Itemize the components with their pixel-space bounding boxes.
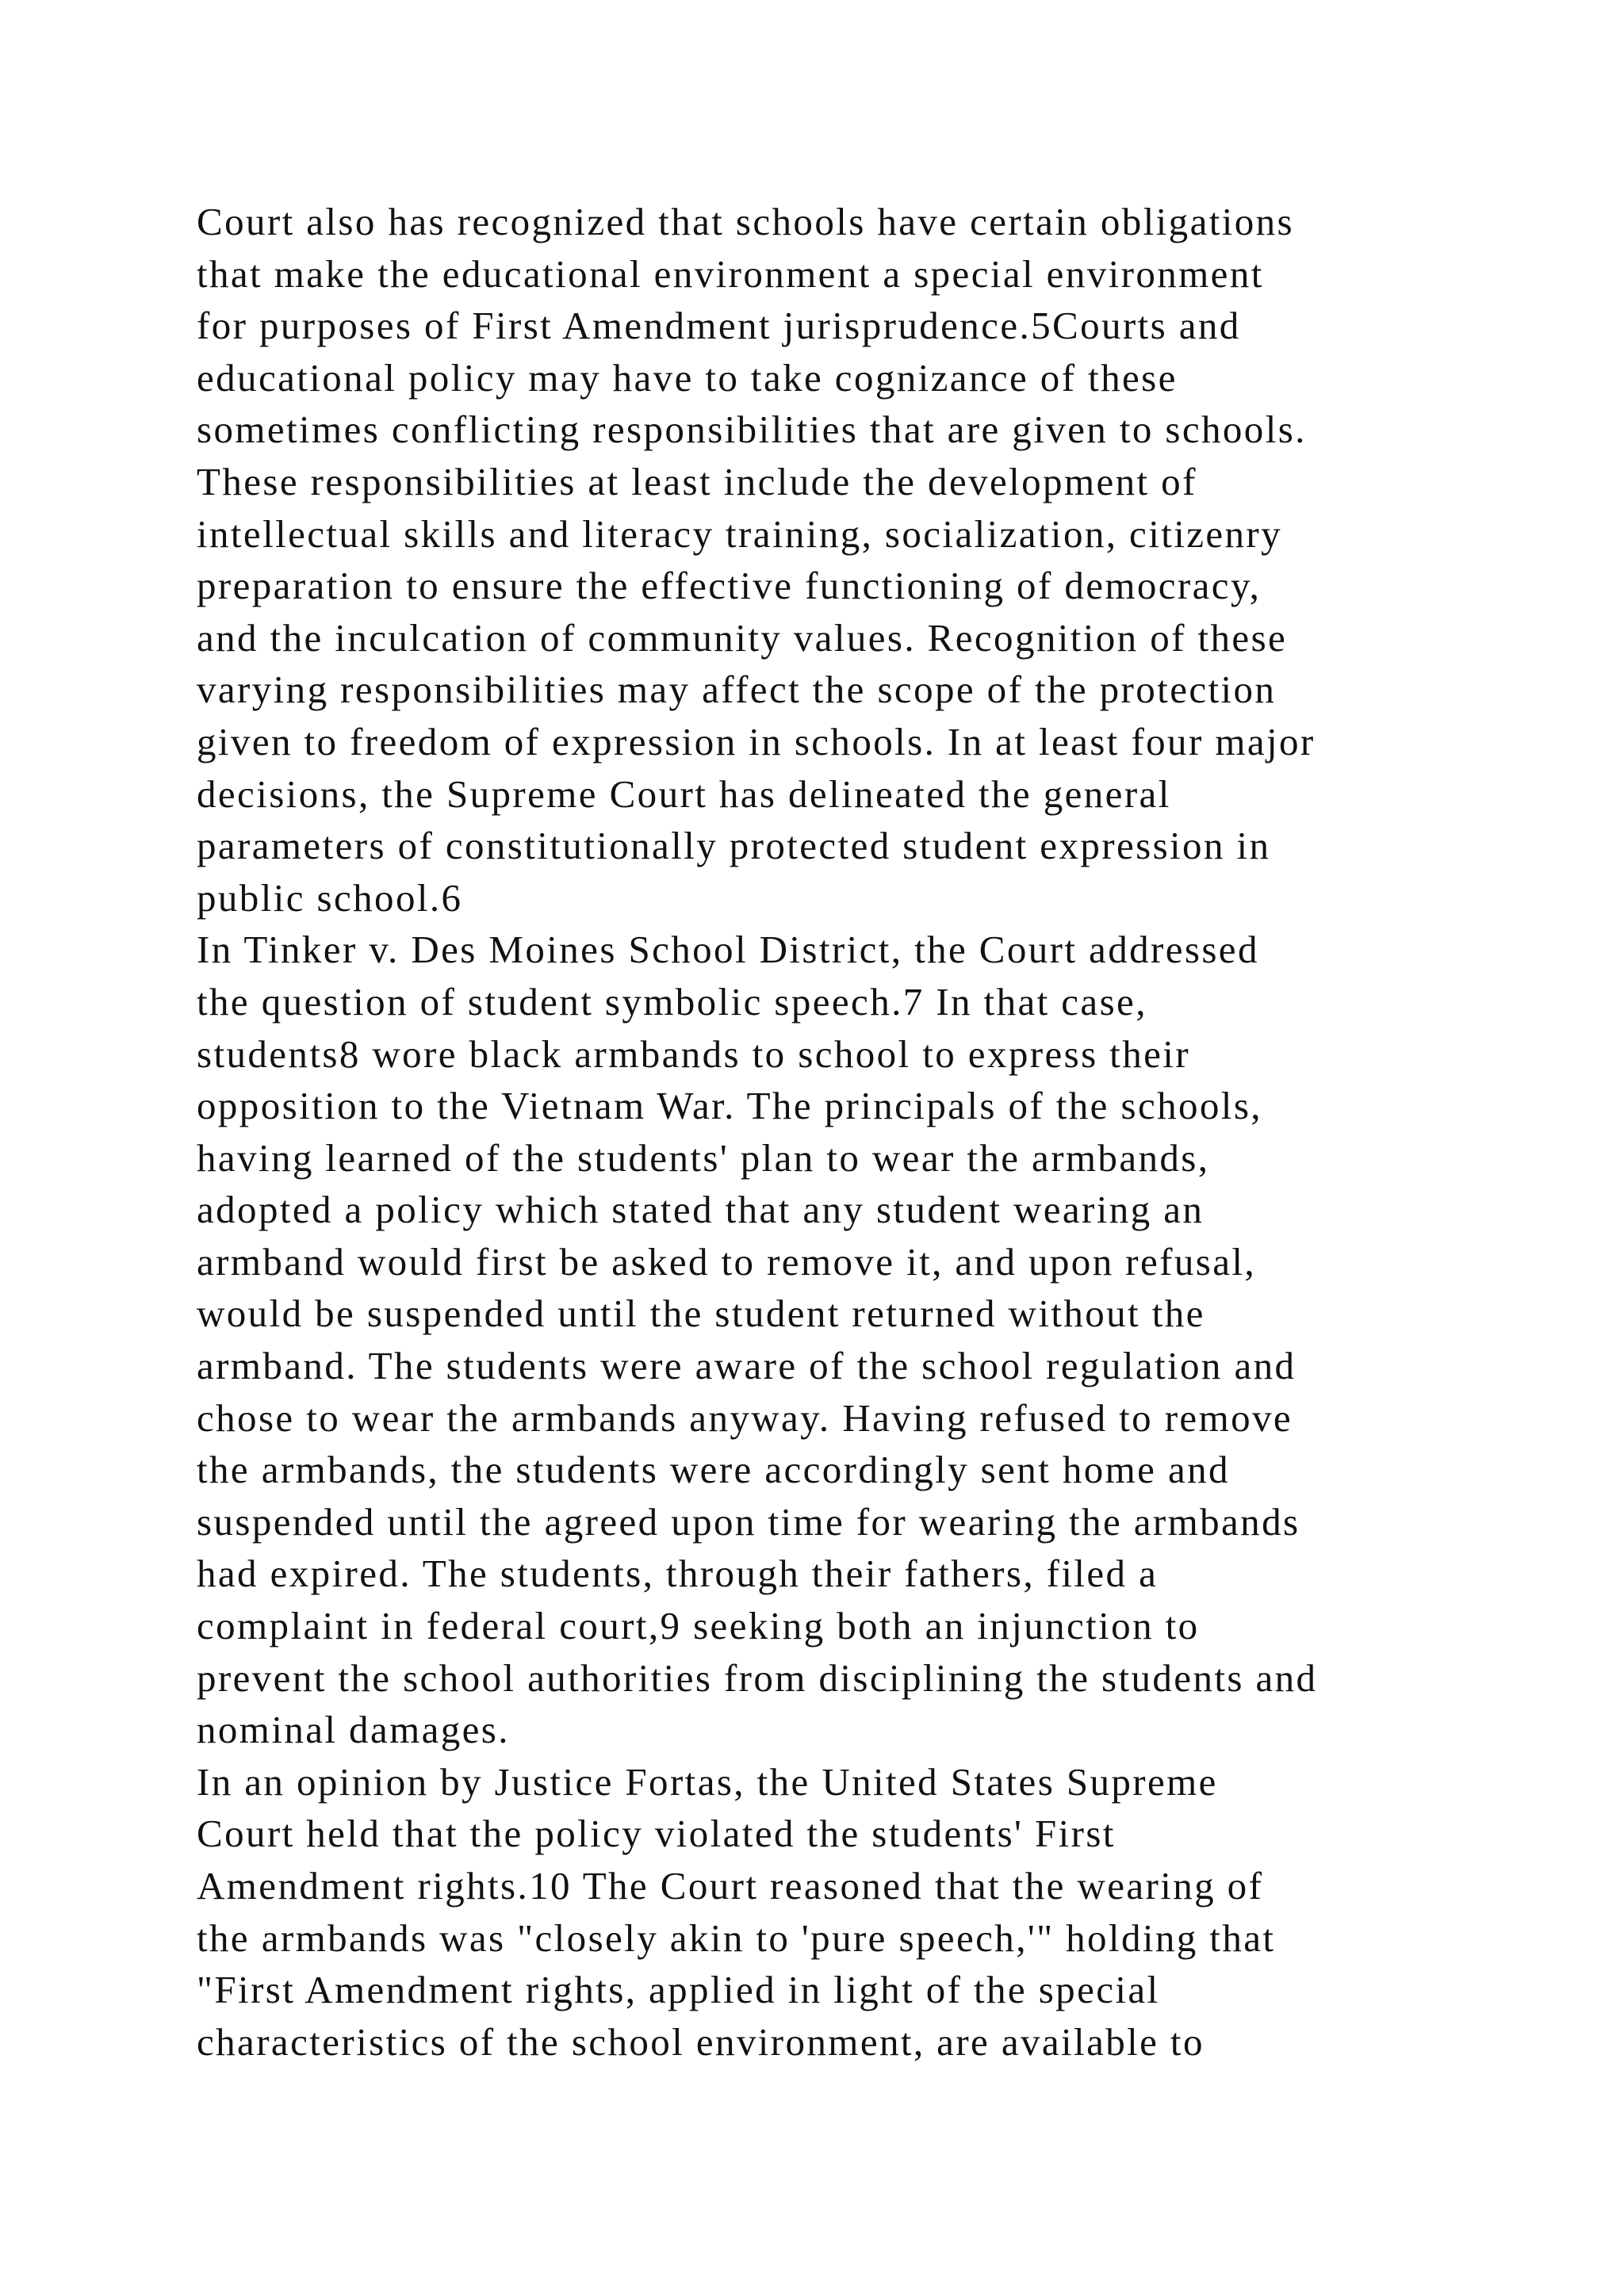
text-line: educational policy may have to take cognizance of these bbox=[197, 355, 1178, 400]
text-line: Court also has recognized that schools have certain obligations bbox=[197, 200, 1295, 243]
text-line: the question of student symbolic speech.7 In that case, bbox=[197, 979, 1147, 1024]
text-line: would be suspended until the student returned without the bbox=[197, 1292, 1205, 1336]
text-line: and the inculcation of community values. Recognition of these bbox=[197, 615, 1288, 660]
text-line: parameters of constitutionally protected student expression in bbox=[197, 824, 1271, 868]
text-line: armband. The students were aware of the school regulation and bbox=[197, 1344, 1297, 1388]
text-line: chose to wear the armbands anyway. Having refused to remove bbox=[197, 1395, 1293, 1440]
text-line: public school.6 bbox=[197, 875, 463, 920]
text-line: the armbands was "closely akin to 'pure speech,'" holding that bbox=[197, 1915, 1276, 1960]
text-line: for purposes of First Amendment jurisprudence.5Courts and bbox=[197, 304, 1241, 348]
text-line: prevent the school authorities from disciplining the students and bbox=[197, 1655, 1318, 1700]
text-line: the armbands, the students were accordingly sent home and bbox=[197, 1448, 1230, 1492]
text-line: sometimes conflicting responsibilities that are given to schools. bbox=[197, 408, 1307, 452]
text-line: decisions, the Supreme Court has delineated the general bbox=[197, 771, 1171, 816]
text-line: suspended until the agreed upon time for wearing the armbands bbox=[197, 1499, 1300, 1544]
text-line: nominal damages. bbox=[197, 1708, 510, 1752]
text-line: having learned of the students' plan to wear the armbands, bbox=[197, 1135, 1210, 1180]
text-line: Amendment rights.10 The Court reasoned that the wearing of bbox=[197, 1864, 1264, 1908]
text-line: armband would first be asked to remove it, and upon refusal, bbox=[197, 1239, 1257, 1284]
text-line: students8 wore black armbands to school to express their bbox=[197, 1031, 1190, 1076]
text-line: opposition to the Vietnam War. The principals of the schools, bbox=[197, 1084, 1262, 1128]
text-line: adopted a policy which stated that any student wearing an bbox=[197, 1188, 1205, 1232]
text-line: These responsibilities at least include the development of bbox=[197, 459, 1197, 503]
text-line: given to freedom of expression in schools. In at least four major bbox=[197, 719, 1316, 763]
text-line: In Tinker v. Des Moines School District, the Court addressed bbox=[197, 928, 1259, 972]
text-line: "First Amendment rights, applied in light of the special bbox=[197, 1968, 1160, 2012]
text-line: complaint in federal court,9 seeking both an injunction to bbox=[197, 1604, 1200, 1648]
text-line: preparation to ensure the effective functioning of democracy, bbox=[197, 564, 1262, 608]
text-line: intellectual skills and literacy training, socialization, citizenry bbox=[197, 511, 1283, 556]
text-line: had expired. The students, through their fathers, filed a bbox=[197, 1552, 1159, 1596]
text-line: Court held that the policy violated the students' First bbox=[197, 1812, 1116, 1856]
text-line: varying responsibilities may affect the scope of the protection bbox=[197, 668, 1277, 712]
text-line: characteristics of the school environment, are available to bbox=[197, 2019, 1205, 2064]
text-line: that make the educational environment a special environment bbox=[197, 251, 1264, 296]
text-line: In an opinion by Justice Fortas, the United States Supreme bbox=[197, 1759, 1218, 1804]
body-text bbox=[197, 196, 1608, 2068]
